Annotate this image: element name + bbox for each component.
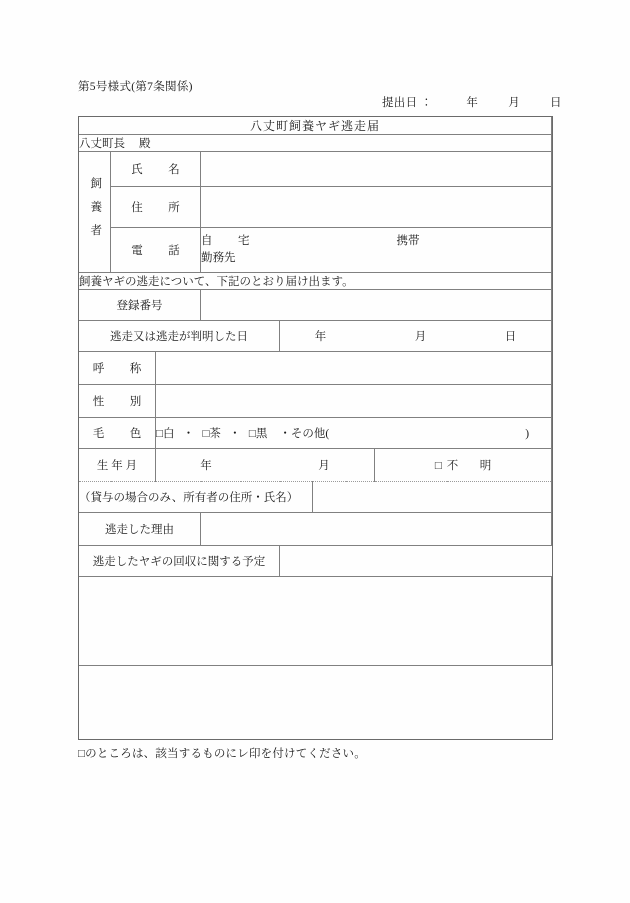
phone-work-line <box>201 250 551 267</box>
owner-phone-label-cell <box>111 228 201 273</box>
escape-date-label-cell <box>79 321 280 352</box>
form-title: 八丈町飼養ヤギ逃走届 <box>79 117 552 135</box>
coat-color-other-label: ・その他( <box>279 428 330 440</box>
birth-date-row <box>79 449 552 482</box>
escape-date-value-cell[interactable] <box>280 321 552 352</box>
coat-color-black-checkbox[interactable]: □ <box>248 428 256 440</box>
coat-color-white-checkbox[interactable]: □ <box>156 428 163 440</box>
owner-name-row <box>79 152 552 187</box>
birth-unknown-cell[interactable] <box>375 449 552 482</box>
birth-unknown-label: 不 明 <box>446 460 497 472</box>
footnote: □のところは、該当するものにレ印を付けてください。 <box>78 748 366 760</box>
phone-home-label: 自 宅 <box>201 235 257 248</box>
owner-name-label: 氏 名 <box>131 164 187 176</box>
lender-label-cell <box>79 482 313 513</box>
coat-color-black-label: 黒 <box>255 428 268 440</box>
submit-date-label: 提出日 ： <box>382 97 433 109</box>
escape-date-label: 逃走又は逃走が判明した日 <box>110 331 248 343</box>
statement-row <box>79 273 552 290</box>
coat-color-brown-label: 茶 <box>209 428 221 440</box>
owner-address-value[interactable] <box>201 187 552 228</box>
submit-date-line <box>382 94 562 110</box>
phone-home-line <box>201 233 551 250</box>
escape-reason-value[interactable] <box>201 513 552 546</box>
recovery-plan-row <box>79 546 552 577</box>
recovery-plan-header-blank <box>280 546 552 577</box>
addressee-row <box>79 135 552 152</box>
submit-date-year-unit: 年 <box>466 97 479 109</box>
coat-color-row <box>79 418 552 449</box>
goat-sex-row <box>79 385 552 418</box>
birth-date-value-cell[interactable] <box>156 449 375 482</box>
lender-label: （貸与の場合のみ、所有者の住所・氏名） <box>79 492 299 504</box>
escape-date-year-unit: 年 <box>314 331 327 343</box>
coat-color-label: 毛 色 <box>92 428 149 440</box>
coat-color-brown-checkbox[interactable]: □ <box>202 428 210 440</box>
escape-date-row <box>79 321 552 352</box>
registration-number-label: 登録番号 <box>116 300 163 312</box>
birth-unknown-checkbox[interactable]: □ <box>434 460 447 472</box>
escape-reason-label-cell <box>79 513 201 546</box>
escape-date-day-unit: 日 <box>504 331 517 343</box>
registration-number-row <box>79 290 552 321</box>
coat-separator-2: ・ <box>229 428 241 440</box>
submit-date-month-unit: 月 <box>508 97 520 109</box>
submit-date-day-unit: 日 <box>550 97 562 109</box>
addressee-honorific: 殿 <box>139 138 151 150</box>
title-row <box>79 117 552 135</box>
goat-name-label-cell <box>79 352 156 385</box>
owner-address-label-cell <box>111 187 201 228</box>
owner-phone-value-cell[interactable] <box>201 228 552 273</box>
escape-date-units <box>280 328 551 344</box>
escape-reason-row <box>79 513 552 546</box>
goat-name-label: 呼 称 <box>92 363 149 375</box>
owner-address-label: 住 所 <box>131 202 187 214</box>
birth-year-unit: 年 <box>200 460 212 472</box>
owner-phone-row <box>79 228 552 273</box>
recovery-plan-label: 逃走したヤギの回収に関する予定 <box>92 556 266 568</box>
birth-date-label-cell <box>79 449 156 482</box>
registration-number-value[interactable] <box>201 290 552 321</box>
lender-row <box>79 482 552 513</box>
goat-name-row <box>79 352 552 385</box>
coat-color-white-label: 白 <box>162 428 175 440</box>
birth-month-unit: 月 <box>318 460 330 472</box>
form-code: 第5号様式(第7条関係) <box>78 81 193 93</box>
addressee-cell <box>79 135 552 152</box>
owner-group-label-cell <box>79 152 111 273</box>
owner-name-value[interactable] <box>201 152 552 187</box>
lender-value[interactable] <box>313 482 552 513</box>
phone-work-label: 勤務先 <box>201 252 236 264</box>
registration-number-label-cell <box>79 290 201 321</box>
escape-date-month-unit: 月 <box>414 331 427 343</box>
statement-text: 飼養ヤギの逃走について、下記のとおり届け出ます。 <box>79 273 552 290</box>
recovery-plan-free-area[interactable] <box>79 577 552 666</box>
goat-name-value[interactable] <box>156 352 552 385</box>
owner-name-label-cell <box>111 152 201 187</box>
addressee-name: 八丈町長 <box>79 138 125 150</box>
escape-reason-label: 逃走した理由 <box>105 524 174 536</box>
coat-separator-1: ・ <box>182 428 195 440</box>
recovery-plan-label-cell <box>79 546 280 577</box>
owner-address-row <box>79 187 552 228</box>
phone-mobile-label: 携帯 <box>396 235 420 248</box>
goat-sex-value[interactable] <box>156 385 552 418</box>
owner-group-label: 飼養者 <box>89 176 102 248</box>
owner-phone-label: 電 話 <box>131 245 187 257</box>
recovery-plan-free-area-row <box>79 577 552 666</box>
notification-form-table <box>78 116 552 666</box>
coat-color-other-close: ) <box>525 428 530 440</box>
goat-sex-label: 性 別 <box>92 396 149 408</box>
goat-sex-label-cell <box>79 385 156 418</box>
birth-date-label: 生 年 月 <box>96 460 138 472</box>
birth-date-units <box>156 457 374 473</box>
coat-color-options-cell <box>156 418 552 449</box>
coat-color-label-cell <box>79 418 156 449</box>
